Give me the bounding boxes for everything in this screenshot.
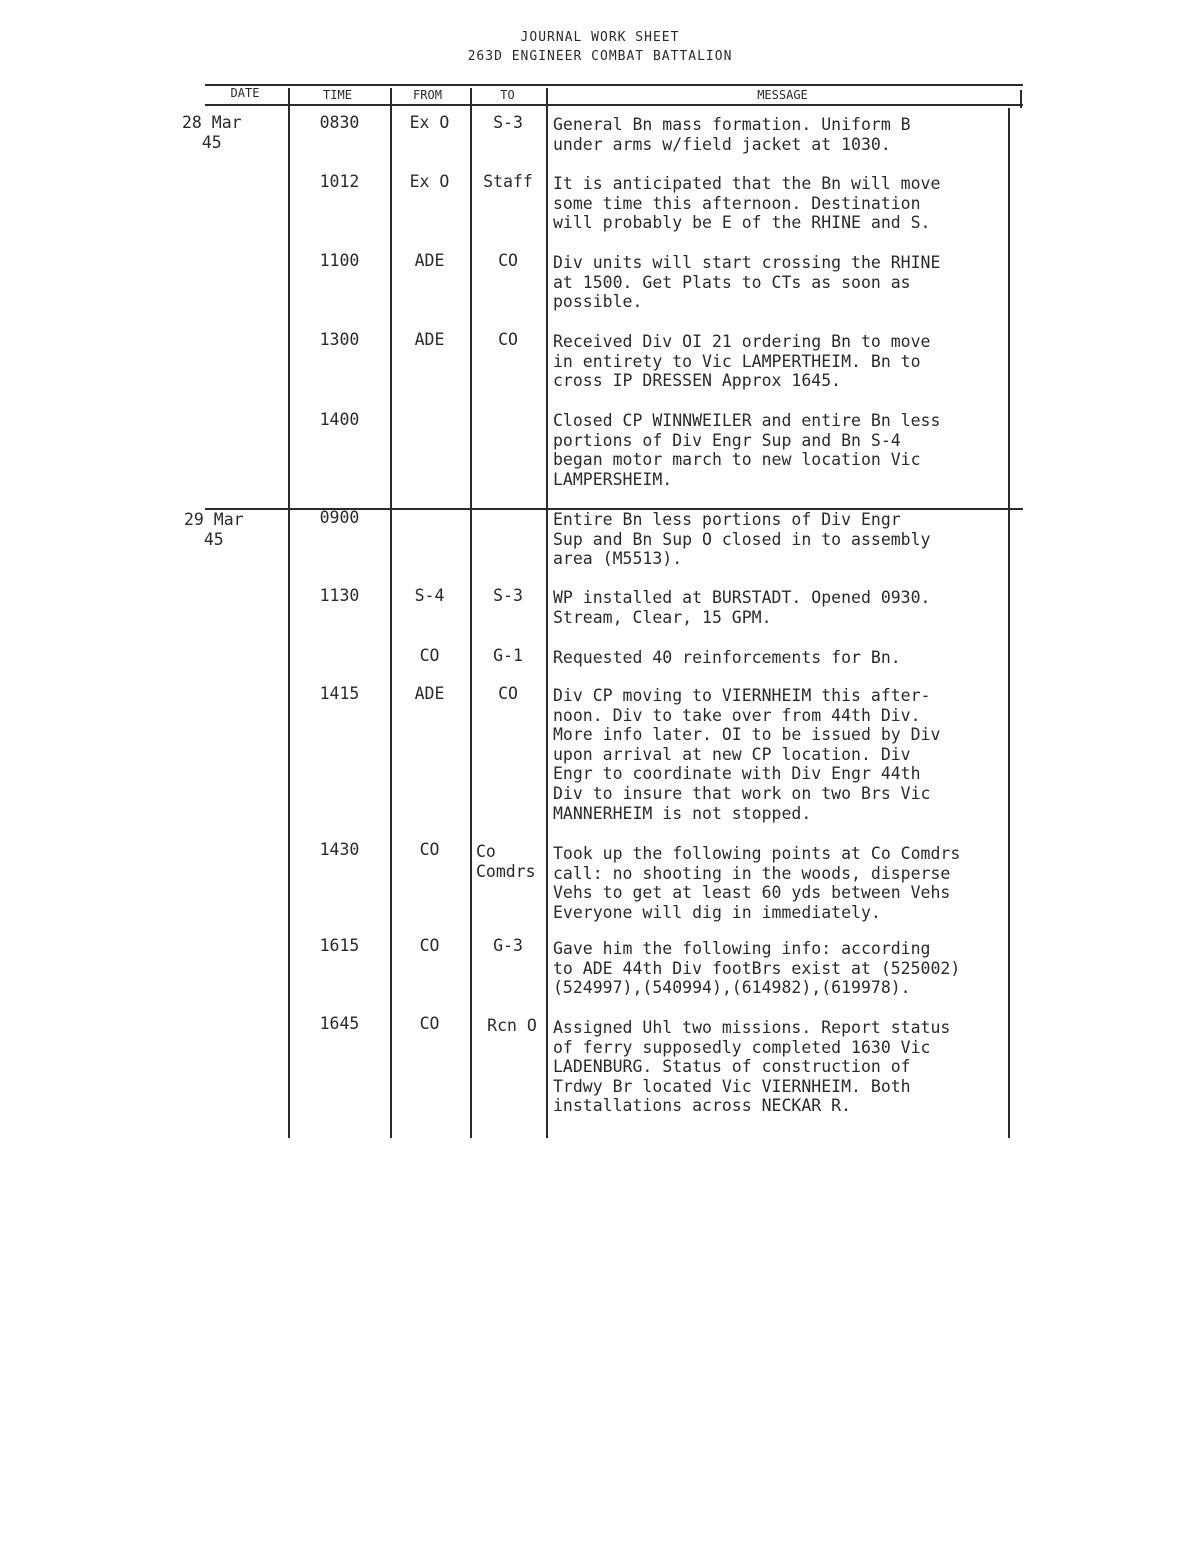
from-cell: CO	[419, 936, 440, 955]
message-cell: Closed CP WINNWEILER and entire Bn less portions of Div Engr Sup and Bn S-4 began motor march to new location Vic LAMPERSHEIM.	[553, 411, 941, 489]
from-cell: ADE	[414, 330, 445, 349]
message-cell: Requested 40 reinforcements for Bn.	[553, 648, 901, 667]
time-cell: 1100	[319, 251, 360, 270]
message-cell: It is anticipated that the Bn will move some time this afternoon. Destination will probably be E of the RHINE and S.	[553, 174, 941, 233]
to-cell: Rcn O	[487, 1016, 537, 1035]
from-cell: CO	[419, 646, 440, 665]
to-cell: CO	[498, 251, 518, 270]
to-cell: S-3	[493, 113, 523, 132]
message-cell: Took up the following points at Co Comdrs call: no shooting in the woods, disperse Vehs to get at least 60 yds between Vehs Everyone will dig in immediately.	[553, 844, 961, 922]
to-cell: G-3	[493, 936, 523, 955]
message-cell: Div CP moving to VIERNHEIM this after- noon. Div to take over from 44th Div. More info later. OI to be issued by Div upon arrival at new CP location. Div Engr to coordinate with Div Engr 44th Div to insure that work on two Brs Vic MANNERHEIM is not stopped.	[553, 686, 941, 823]
time-cell: 1130	[319, 586, 360, 605]
message-cell: Entire Bn less portions of Div Engr Sup and Bn Sup O closed in to assembly area (M5513).	[553, 510, 931, 569]
time-cell: 1012	[319, 172, 360, 191]
from-cell: ADE	[414, 684, 445, 703]
message-cell: Received Div OI 21 ordering Bn to move in entirety to Vic LAMPERTHEIM. Bn to cross IP DRESSEN Approx 1645.	[553, 332, 931, 391]
divider-to-message	[546, 88, 548, 1138]
message-cell: WP installed at BURSTADT. Opened 0930. Stream, Clear, 15 GPM.	[553, 588, 931, 627]
divider-date-time	[288, 88, 290, 1138]
time-cell: 1430	[319, 840, 360, 859]
divider-time-from	[390, 88, 392, 1138]
to-cell: G-1	[493, 646, 523, 665]
sheet-title: JOURNAL WORK SHEET	[520, 30, 680, 45]
message-cell: Div units will start crossing the RHINE at 1500. Get Plats to CTs as soon as possible.	[553, 253, 941, 312]
col-head-time: TIME	[323, 88, 352, 102]
time-cell: 1645	[319, 1014, 360, 1033]
col-head-to: TO	[500, 88, 515, 102]
to-cell: Co Comdrs	[476, 842, 536, 881]
time-cell: 0900	[319, 508, 360, 527]
header-bottom-rule	[205, 104, 1023, 106]
header-right-tick	[1020, 90, 1022, 108]
to-cell: CO	[498, 330, 518, 349]
battalion-title: 263D ENGINEER COMBAT BATTALION	[467, 49, 733, 64]
time-cell: 1300	[319, 330, 360, 349]
to-cell: Staff	[483, 172, 533, 191]
from-cell: CO	[419, 1014, 440, 1033]
time-cell: 1615	[319, 936, 360, 955]
divider-from-to	[470, 88, 472, 1138]
from-cell: ADE	[414, 251, 445, 270]
message-cell: General Bn mass formation. Uniform B under arms w/field jacket at 1030.	[553, 115, 911, 154]
col-head-from: FROM	[413, 88, 442, 102]
from-cell: Ex O	[409, 172, 450, 191]
from-cell: CO	[419, 840, 440, 859]
time-cell: 0830	[319, 113, 360, 132]
date-cell: 28 Mar 45	[182, 113, 242, 152]
time-cell: 1415	[319, 684, 360, 703]
time-cell: 1400	[319, 410, 360, 429]
message-cell: Assigned Uhl two missions. Report status of ferry supposedly completed 1630 Vic LADENBURG. Status of construction of Trdwy Br located Vic VIERNHEIM. Both installations across NECKAR R.	[553, 1018, 951, 1116]
to-cell: S-3	[493, 586, 523, 605]
to-cell: CO	[498, 684, 518, 703]
from-cell: Ex O	[409, 113, 450, 132]
col-head-date: DATE	[230, 86, 260, 100]
header-top-rule	[205, 84, 1023, 86]
from-cell: S-4	[414, 586, 445, 605]
date-cell: 29 Mar 45	[184, 510, 244, 549]
message-cell: Gave him the following info: according to ADE 44th Div footBrs exist at (525002) (524997),(540994),(614982),(619978).	[553, 939, 961, 998]
col-head-message: MESSAGE	[757, 88, 808, 102]
